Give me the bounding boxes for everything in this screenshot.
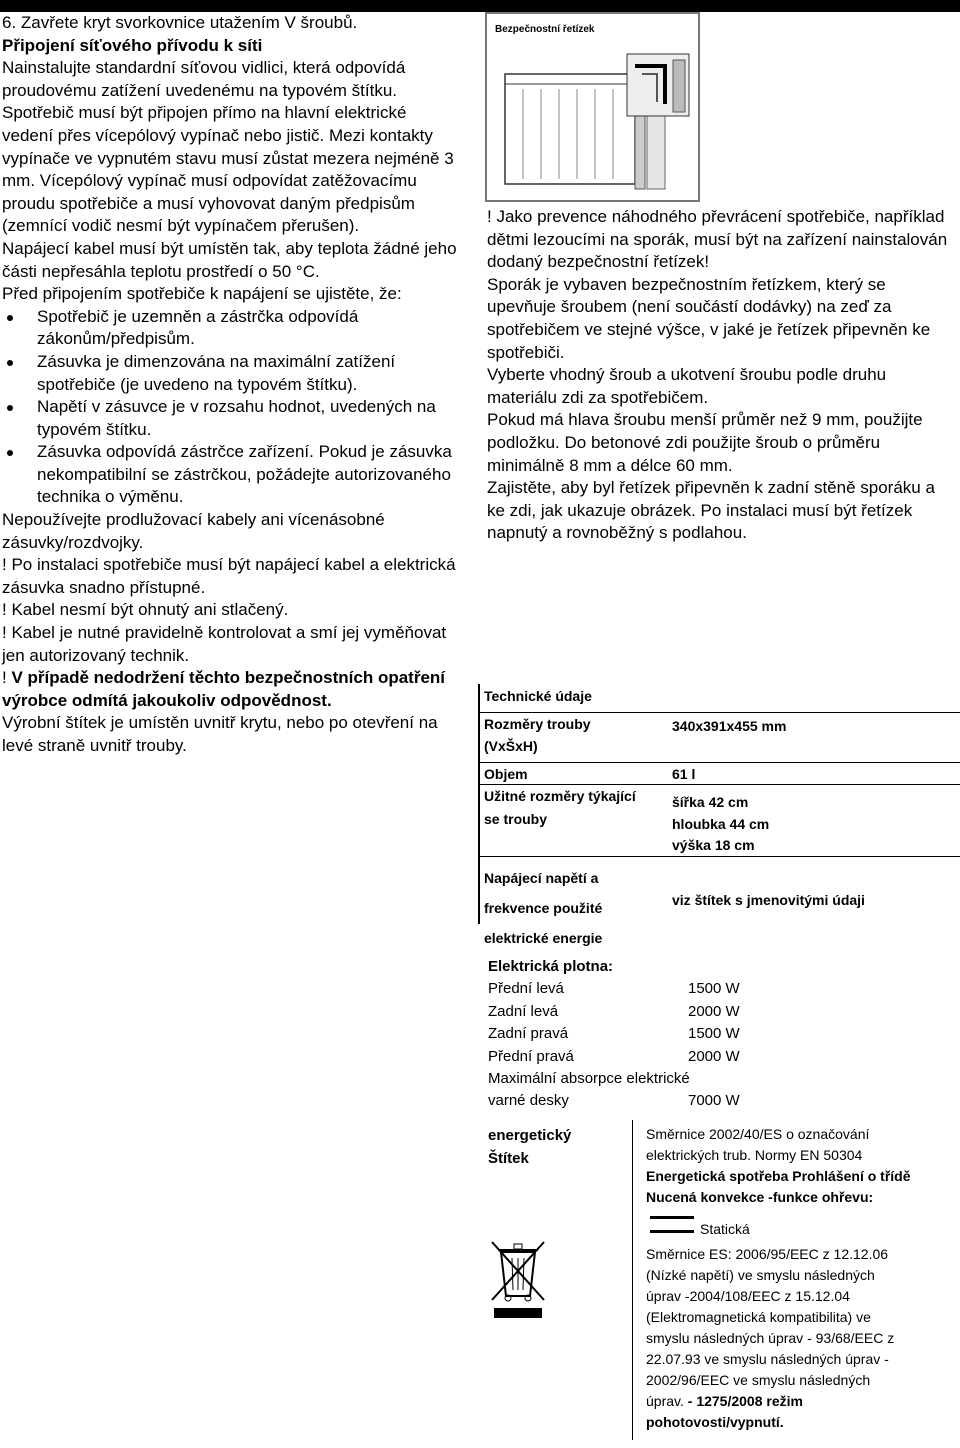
safety-chain-figure	[485, 12, 700, 202]
right-column-text	[487, 206, 957, 545]
supply-value: viz štítek s jmenovitými údaji	[672, 892, 865, 908]
hotplate-name: Zadní levá	[488, 1002, 559, 1020]
useful-label-2: se trouby	[484, 811, 548, 827]
left-column	[2, 12, 457, 758]
tech-title: Technické údaje	[484, 688, 592, 704]
paragraph: Nainstalujte standardní síťovou vidlici, která odpovídá proudovému zatížení uvedenému na typovém štítku.	[2, 58, 406, 100]
top-bar	[0, 0, 960, 12]
hotplate-power: 1500 W	[688, 980, 740, 998]
volume-value: 61 l	[672, 766, 696, 782]
hotplate-row	[488, 1023, 788, 1045]
supply-label-3: elektrické energie	[484, 930, 603, 946]
bullet-item: Zásuvka odpovídá zástrčce zařízení. Pokud je zásuvka nekompatibilní se zástrčkou, požádejte autorizovaného technika o výměnu.	[2, 441, 457, 509]
max-absorption-label: Maximální absorpce elektrické	[488, 1070, 690, 1088]
directive-line: Energetická spotřeba Prohlášení o třídě	[646, 1168, 911, 1184]
useful-width: šířka 42 cm	[672, 794, 749, 810]
hotplate-table	[488, 956, 788, 1113]
hotplate-power: 2000 W	[688, 1047, 740, 1065]
paragraph: Spotřebič musí být připojen přímo na hlavní elektrické vedení přes vícepólový vypínač nebo jistič. Mezi kontakty vypínače ve vypnutém stavu musí zůstat mezera nejméně 3 mm. Vícepólový vypínač musí odpovídat zatěžovacímu proudu spotřebiče a musí vyhovovat daným předpisům (zemnící vodič nesmí být vypínačem přerušen).	[2, 103, 454, 236]
warning-prefix: !	[2, 668, 12, 688]
volume-label: Objem	[484, 766, 528, 782]
static-heating-icon	[650, 1216, 694, 1234]
warning-bold	[2, 667, 457, 712]
bullet-item: Zásuvka je dimenzována na maximální zatížení spotřebiče (je uvedeno na typovém štítku).	[2, 351, 457, 396]
dims-label: Rozměry trouby	[484, 716, 591, 732]
table-rule	[478, 712, 960, 713]
hotplate-power: 2000 W	[688, 1002, 740, 1020]
hotplate-row	[488, 1046, 788, 1068]
directive-line: Směrnice 2002/40/ES o označování	[646, 1126, 870, 1142]
directive-line: úprav -2004/108/EEC z 15.12.04	[646, 1288, 850, 1304]
supply-label-2: frekvence použité	[484, 900, 603, 916]
useful-height: výška 18 cm	[672, 837, 755, 853]
useful-depth: hloubka 44 cm	[672, 816, 770, 832]
stove-chain-illustration	[487, 14, 698, 200]
hotplate-power: 1500 W	[688, 1025, 740, 1043]
paragraph: Pokud má hlava šroubu menší průměr než 9 mm, použijte podložku. Do betonové zdi použijte šroub o průměru minimálně 8 mm a délce 60 mm.	[487, 410, 923, 475]
directive-line: 2002/96/EEC ve smyslu následných	[646, 1372, 871, 1388]
dims-label-2: (VxŠxH)	[484, 738, 538, 754]
warning: ! Po instalaci spotřebiče musí být napájecí kabel a elektrická zásuvka snadno přístupné.	[2, 555, 456, 597]
directive-line	[646, 1391, 960, 1412]
table-border	[478, 684, 480, 924]
paragraph: Výrobní štítek je umístěn uvnitř krytu, nebo po otevření na levé straně uvnitř trouby.	[2, 713, 438, 755]
directive-line: pohotovosti/vypnutí.	[646, 1414, 784, 1430]
hotplate-row	[488, 978, 788, 1000]
directives-text	[646, 1124, 960, 1433]
paragraph: Vyberte vhodný šroub a ukotvení šroubu podle druhu materiálu zdi za spotřebičem.	[487, 365, 887, 407]
paragraph: Sporák je vybaven bezpečnostním řetízkem, který se upevňuje šroubem (není součástí dodávky) na zeď za spotřebičem ve stejné výšce, v jaké je řetízek připevněn ke spotřebiči.	[487, 274, 931, 362]
directive-line: smyslu následných úprav - 93/68/EEC z	[646, 1330, 895, 1346]
max-absorption-value: 7000 W	[688, 1092, 740, 1110]
step-6: 6. Zavřete kryt svorkovnice utažením V šroubů.	[2, 13, 358, 32]
figure-caption: Bezpečnostní řetízek	[495, 24, 595, 35]
paragraph: Napájecí kabel musí být umístěn tak, aby teplota žádné jeho části nepřesáhla teplotu prostředí o 50 °C.	[2, 238, 457, 281]
table-rule	[478, 856, 960, 857]
directive-line: Směrnice ES: 2006/95/EEC z 12.12.06	[646, 1246, 889, 1262]
energy-label	[488, 1124, 571, 1170]
hotplate-title: Elektrická plotna:	[488, 958, 614, 975]
hotplate-name: Přední levá	[488, 980, 564, 998]
paragraph: ! Jako prevence náhodného převrácení spotřebiče, například dětmi lezoucími na sporák, musí být na zařízení nainstalován dodaný bezpečnostní řetízek!	[487, 207, 948, 272]
section-heading: Připojení síťového přívodu k síti	[2, 35, 263, 55]
energy-label-1: energetický	[488, 1127, 572, 1144]
static-function-row	[646, 1208, 960, 1244]
directive-line: 22.07.93 ve smyslu následných úprav -	[646, 1351, 889, 1367]
weee-bin-icon	[488, 1238, 548, 1322]
useful-label: Užitné rozměry týkající	[484, 788, 636, 804]
paragraph: Zajistěte, aby byl řetízek připevněn k zadní stěně sporáku a ke zdi, jak ukazuje obrázek. Po instalaci musí být řetízek napnutý a rovnoběžný s podlahou.	[487, 478, 935, 543]
dims-value: 340x391x455 mm	[672, 718, 787, 734]
table-rule	[478, 762, 960, 763]
directive-bold: - 1275/2008 režim	[687, 1393, 803, 1409]
energy-divider	[632, 1120, 633, 1440]
directive-line: (Nízké napětí) ve smyslu následných	[646, 1267, 875, 1283]
hotplate-row	[488, 1001, 788, 1023]
directive-text: úprav.	[646, 1393, 688, 1409]
directive-line: Nucená konvekce -funkce ohřevu:	[646, 1189, 874, 1205]
warning-bold-text: V případě nedodržení těchto bezpečnostních opatření výrobce odmítá jakoukoliv odpovědnost.	[2, 668, 446, 710]
static-function-label: Statická	[700, 1221, 750, 1237]
energy-label-2: Štítek	[488, 1150, 529, 1167]
bullet-item: Napětí v zásuvce je v rozsahu hodnot, uvedených na typovém štítku.	[2, 396, 457, 441]
table-rule	[478, 784, 960, 785]
paragraph: Před připojením spotřebiče k napájení se ujistěte, že:	[2, 284, 402, 304]
max-absorption-row	[488, 1090, 788, 1112]
warning: ! Kabel nesmí být ohnutý ani stlačený.	[2, 600, 289, 620]
supply-label: Napájecí napětí a	[484, 870, 599, 886]
bullet-item: Spotřebič je uzemněn a zástrčka odpovídá zákonům/předpisům.	[2, 306, 457, 351]
paragraph: Nepoužívejte prodlužovací kabely ani vícenásobné zásuvky/rozdvojky.	[2, 510, 385, 552]
max-absorption-label-2: varné desky	[488, 1092, 569, 1110]
hotplate-name: Zadní pravá	[488, 1025, 569, 1043]
hotplate-name: Přední pravá	[488, 1047, 574, 1065]
warning: ! Kabel je nutné pravidelně kontrolovat a smí jej vyměňovat jen autorizovaný technik.	[2, 623, 447, 665]
directive-line: (Elektromagnetická kompatibilita) ve	[646, 1309, 871, 1325]
directive-line: elektrických trub. Normy EN 50304	[646, 1147, 863, 1163]
